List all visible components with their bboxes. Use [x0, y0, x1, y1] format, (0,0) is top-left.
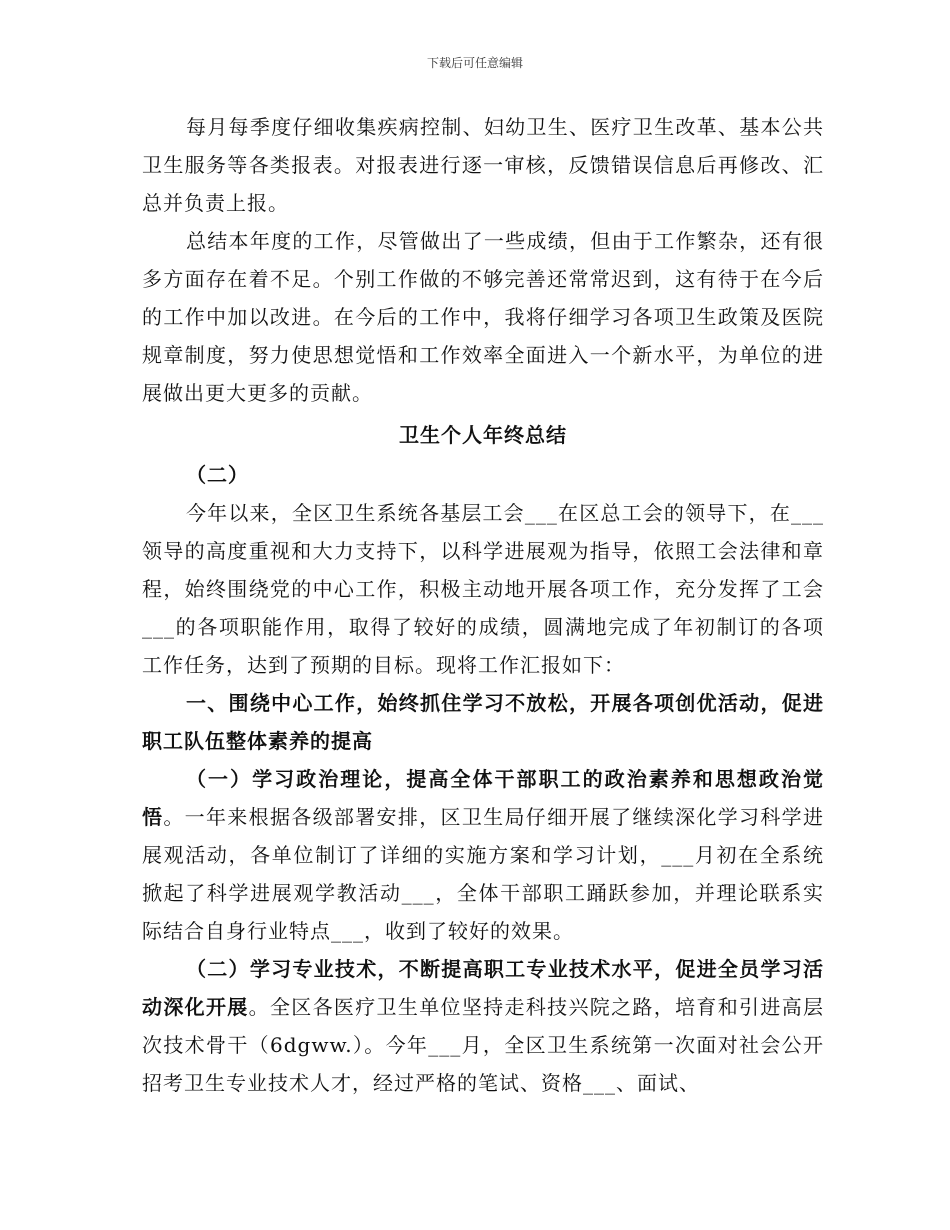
- document-title: 卫生个人年终总结: [399, 423, 567, 447]
- section-number: （二）: [186, 463, 249, 487]
- paragraph-section-1: [142, 760, 824, 950]
- header-note: 下载后可任意编辑: [426, 56, 523, 70]
- section-1-heading: （一）学习政治理论，提高全体干部职工的政治素养和思想政治觉悟: [142, 767, 824, 829]
- section-2-heading: （二）学习专业技术，不断提高职工专业技术水平，促进全员学习活动深化开展: [142, 957, 824, 1019]
- heading-one: 一、围绕中心工作，始终抓住学习不放松，开展各项创优活动，促进职工队伍整体素养的提高: [142, 691, 824, 753]
- paragraph-intro: 今年以来，全区卫生系统各基层工会___在区总工会的领导下，在___领导的高度重视和大力支持下，以科学进展观为指导，依照工会法律和章程，始终围绕党的中心工作，积极主动地开展各项工作，充分发挥了工会___的各项职能作用，取得了较好的成绩，圆满地完成了年初制订的各项工作任务，达到了预期的目标。现将工作汇报如下：: [142, 501, 824, 677]
- paragraph-summary: 总结本年度的工作，尽管做出了一些成绩，但由于工作繁杂，还有很多方面存在着不足。个别工作做的不够完善还常常迟到，这有待于在今后的工作中加以改进。在今后的工作中，我将仔细学习各项卫生政策及医院规章制度，努力使思想觉悟和工作效率全面进入一个新水平，为单位的进展做出更大更多的贡献。: [142, 229, 824, 405]
- paragraph-section-2: [142, 950, 824, 1102]
- paragraph-reports: 每月每季度仔细收集疾病控制、妇幼卫生、医疗卫生改革、基本公共卫生服务等各类报表。对报表进行逐一审核，反馈错误信息后再修改、汇总并负责上报。: [142, 115, 824, 215]
- section-1-text: 。一年来根据各级部署安排，区卫生局仔细开展了继续深化学习科学进展观活动，各单位制订了详细的实施方案和学习计划，___月初在全系统掀起了科学进展观学教活动___，全体干部职工踊跃参加，并理论联系实际结合自身行业特点___，收到了较好的效果。: [142, 805, 825, 943]
- section-2-text: 。全区各医疗卫生单位坚持走科技兴院之路，培育和引进高层次技术骨干（6dgww.）。今年___月，全区卫生系统第一次面对社会公开招考卫生专业技术人才，经过严格的笔试、资格___、面试、: [142, 995, 825, 1095]
- document-body: [142, 108, 824, 1102]
